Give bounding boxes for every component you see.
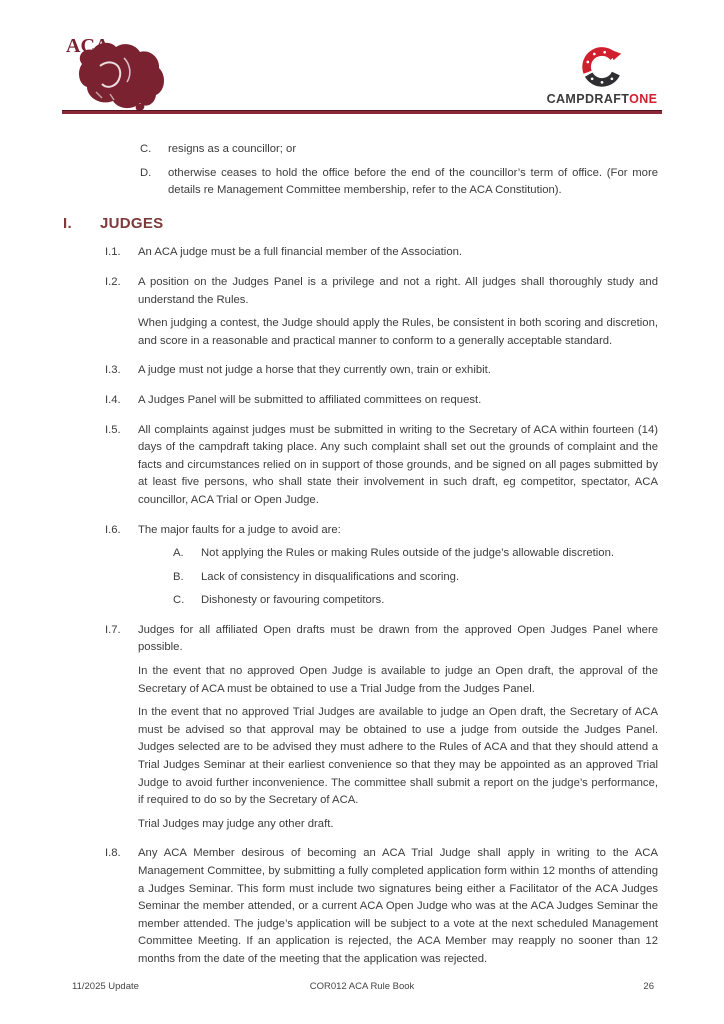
rule-paragraph: A judge must not judge a horse that they currently own, train or exhibit.	[138, 364, 491, 377]
one-text: ONE	[629, 92, 658, 106]
rule-paragraph: Judges for all affiliated Open drafts must be drawn from the approved Open Judges Panel where possible.	[138, 623, 658, 654]
rule-item	[105, 522, 658, 616]
rule-paragraph: When judging a contest, the Judge should apply the Rules, be consistent in both scoring and discretion, and score in a reasonable and practical manner to conform to a generally acceptable standard.	[138, 317, 658, 347]
rule-paragraph: Any ACA Member desirous of becoming an ACA Trial Judge shall apply in writing to the ACA Management Committee, by submitting a fully completed application form within 12 months of attending a Judges Seminar. This form must include two signatures being either a Facilitator of the ACA Judges Seminar the member attended, or a current ACA Open Judge who was at the ACA Judges Seminar the member attended. The judge’s application will be subject to a vote at the next scheduled Management Committee Meeting. If an application is rejected, the ACA Member may reapply no sooner than 12 months from the date of the meeting that the application was rejected.	[138, 847, 658, 965]
horseshoe-c-icon	[579, 44, 625, 90]
rule-paragraph: In the event that no approved Trial Judges are available to judge an Open draft, the Secretary of ACA must be advised so that approval may be obtained to use a judge from outside the Judges Panel. Judges selected are to be advised they must adhere to the Rules of ACA and that they should attend a Trial Judges Seminar at their earliest convenience so that they may be appointed as an approved Trial Judge to avoid further inconvenience. The committee shall submit a report on the judge’s performance, if required to do so by the Secretary of ACA.	[138, 706, 658, 807]
header-divider-rule	[62, 110, 662, 114]
rule-number: I.4.	[105, 393, 121, 406]
footer-update-date: 11/2025 Update	[72, 981, 139, 992]
list-item-text: otherwise ceases to hold the office before the end of the councillor’s term of office. (For more details re Management Committee membership, refer to the ACA Constitution).	[168, 166, 658, 197]
section-number: I.	[63, 214, 72, 232]
rule-number: I.1.	[105, 246, 121, 259]
sub-item-text: Not applying the Rules or making Rules outside of the judge’s allowable discretion.	[201, 547, 614, 560]
list-item-text: resigns as a councillor; or	[168, 143, 297, 155]
rule-item	[105, 362, 658, 386]
rule-number: I.8.	[105, 847, 121, 860]
sub-item-text: Dishonesty or favouring competitors.	[201, 594, 385, 607]
page-footer	[0, 981, 724, 992]
list-item-label: C.	[140, 143, 152, 155]
sub-item	[173, 592, 658, 610]
aca-logo-text: ACA	[66, 35, 110, 57]
campdraft-text: CAMPDRAFT	[546, 92, 630, 106]
section-title: JUDGES	[100, 214, 164, 232]
sub-item-label: C.	[173, 594, 185, 607]
campdraftone-wordmark	[542, 92, 662, 106]
section-heading	[63, 215, 658, 233]
list-item	[140, 165, 658, 200]
rule-paragraph: In the event that no approved Open Judge is available to judge an Open draft, the approval of the Secretary of ACA must be obtained to use a Trial Judge from the Judges Panel.	[138, 665, 658, 695]
rule-paragraph: The major faults for a judge to avoid are:	[138, 523, 341, 536]
rule-paragraph: All complaints against judges must be submitted in writing to the Secretary of ACA within fourteen (14) days of the campdraft taking place. Any such complaint shall set out the grounds of complaint and the facts and circumstances relied on in support of those grounds, and be signed on all pages submitted by at least five persons, who shall state their involvement in such draft, eg competitor, spectator, ACA councillor, ACA Trial or Open Judge.	[138, 423, 658, 506]
sub-item	[173, 569, 658, 587]
rule-item	[105, 244, 658, 268]
rule-item	[105, 422, 658, 516]
intro-list	[140, 141, 658, 200]
rule-number: I.3.	[105, 364, 121, 377]
rules-list	[105, 244, 658, 974]
page-content	[63, 141, 658, 981]
sub-item-text: Lack of consistency in disqualifications and scoring.	[201, 570, 460, 583]
rule-item	[105, 622, 658, 840]
campdraftone-logo	[542, 44, 662, 106]
rule-paragraph: A Judges Panel will be submitted to affiliated committees on request.	[138, 393, 482, 406]
rule-number: I.5.	[105, 423, 121, 436]
list-item-label: D.	[140, 166, 152, 179]
rule-paragraph: A position on the Judges Panel is a privilege and not a right. All judges shall thoroughly study and understand the Rules.	[138, 275, 658, 306]
rule-item	[105, 392, 658, 416]
sub-item-label: B.	[173, 570, 184, 583]
rule-subitems	[173, 545, 658, 610]
sub-item	[173, 545, 658, 563]
rule-number: I.7.	[105, 623, 121, 636]
rule-paragraph: Trial Judges may judge any other draft.	[138, 817, 334, 830]
list-item	[140, 141, 658, 159]
aca-logo	[64, 34, 168, 116]
rule-item	[105, 845, 658, 974]
footer-document-title: COR012 ACA Rule Book	[309, 981, 415, 992]
rule-number: I.6.	[105, 523, 121, 536]
sub-item-label: A.	[173, 547, 184, 560]
aca-australia-horse-icon	[64, 34, 168, 116]
rule-number: I.2.	[105, 275, 121, 288]
rule-item	[105, 274, 658, 356]
footer-page-number: 26	[643, 981, 654, 992]
rule-paragraph: An ACA judge must be a full financial member of the Association.	[138, 246, 463, 259]
